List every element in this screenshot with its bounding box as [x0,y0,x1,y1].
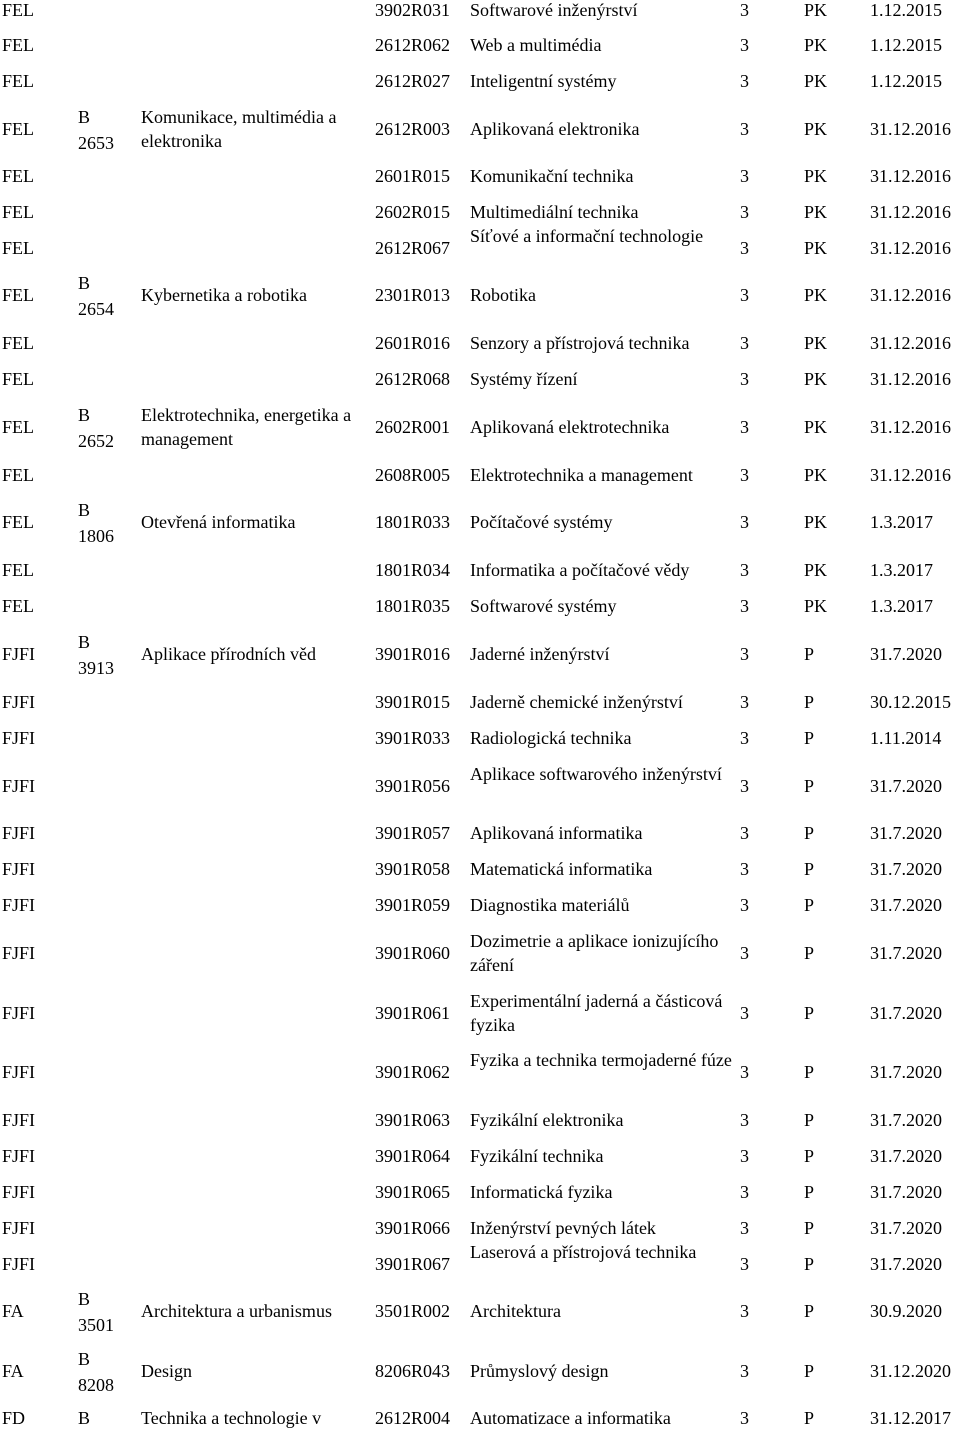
field-code-cell: 2612R004 [375,1408,451,1428]
faculty-cell: FEL [2,512,35,532]
field-code-cell: 2612R003 [375,119,451,139]
duration-cell: 3 [740,823,749,843]
field-code-cell: 3901R059 [375,895,451,915]
faculty-cell: FEL [2,369,35,389]
field-code-cell: 3901R057 [375,823,451,843]
study-form-cell: PK [804,417,828,437]
study-form-cell: P [804,895,815,915]
faculty-cell: FEL [2,166,35,186]
faculty-cell: FEL [2,285,35,305]
valid-until-cell: 31.12.2016 [870,333,951,353]
valid-until-cell: 31.12.2016 [870,465,951,485]
field-name-cell: Senzory a přístrojová technika [470,333,690,353]
faculty-cell: FEL [2,417,35,437]
valid-until-cell: 31.7.2020 [870,644,942,664]
field-code-cell: 2301R013 [375,285,451,305]
study-form-cell: PK [804,333,828,353]
study-form-cell: P [804,1301,815,1321]
field-code-cell: 3901R015 [375,692,451,712]
field-name-cell: Diagnostika materiálů [470,895,630,915]
study-form-cell: P [804,776,815,796]
field-code-cell: 1801R033 [375,512,451,532]
field-code-cell: 8206R043 [375,1361,451,1381]
faculty-cell: FEL [2,465,35,485]
degree-type-cell: B [78,1408,91,1428]
duration-cell: 3 [740,417,749,437]
duration-cell: 3 [740,119,749,139]
study-form-cell: PK [804,35,828,55]
valid-until-cell: 31.12.2017 [870,1408,951,1428]
study-form-cell: PK [804,285,828,305]
field-name-cell: Multimediální technika [470,202,639,222]
field-name-cell: Informatická fyzika [470,1182,613,1202]
duration-cell: 3 [740,465,749,485]
valid-until-cell: 31.7.2020 [870,1146,942,1166]
programme-name-cell: Aplikace přírodních věd [141,644,316,664]
field-code-cell: 3901R064 [375,1146,451,1166]
faculty-cell: FJFI [2,1062,36,1082]
field-name-cell: Softwarové systémy [470,596,617,616]
valid-until-cell: 31.7.2020 [870,1218,942,1238]
faculty-cell: FEL [2,333,35,353]
field-name-cell: Systémy řízení [470,369,578,389]
programme-code-cell: 3913 [78,658,114,678]
field-code-cell: 3901R065 [375,1182,451,1202]
valid-until-cell: 31.7.2020 [870,859,942,879]
degree-type-cell: B [78,107,91,127]
field-code-cell: 3901R063 [375,1110,451,1130]
programme-code-cell: 1806 [78,526,114,546]
valid-until-cell: 31.12.2016 [870,238,951,258]
field-name-cell: Dozimetrie a aplikace ionizujícího záření [470,931,719,975]
duration-cell: 3 [740,859,749,879]
valid-until-cell: 1.12.2015 [870,35,942,55]
study-form-cell: PK [804,238,828,258]
faculty-cell: FJFI [2,1254,36,1274]
valid-until-cell: 31.12.2016 [870,202,951,222]
degree-type-cell: B [78,273,91,293]
duration-cell: 3 [740,1110,749,1130]
field-name-cell: Experimentální jaderná a částicová fyzika [470,991,723,1035]
duration-cell: 3 [740,1003,749,1023]
field-code-cell: 3901R060 [375,943,451,963]
duration-cell: 3 [740,166,749,186]
faculty-cell: FEL [2,71,35,91]
faculty-cell: FD [2,1408,26,1428]
field-code-cell: 3901R058 [375,859,451,879]
valid-until-cell: 30.9.2020 [870,1301,942,1321]
field-code-cell: 2608R005 [375,465,451,485]
faculty-cell: FEL [2,560,35,580]
valid-until-cell: 31.7.2020 [870,1182,942,1202]
field-code-cell: 2601R015 [375,166,451,186]
faculty-cell: FEL [2,202,35,222]
duration-cell: 3 [740,71,749,91]
field-name-cell: Fyzikální technika [470,1146,604,1166]
programme-name-cell: Elektrotechnika, energetika a management [141,405,352,449]
field-name-cell: Web a multimédia [470,35,602,55]
field-name-cell: Aplikace softwarového inženýrství [470,764,722,784]
field-code-cell: 3901R056 [375,776,451,796]
faculty-cell: FJFI [2,692,36,712]
duration-cell: 3 [740,1301,749,1321]
valid-until-cell: 1.3.2017 [870,560,933,580]
study-form-cell: PK [804,166,828,186]
faculty-cell: FEL [2,596,35,616]
programme-name-cell: Architektura a urbanismus [141,1301,332,1321]
valid-until-cell: 31.7.2020 [870,1062,942,1082]
study-form-cell: P [804,692,815,712]
field-code-cell: 2602R015 [375,202,451,222]
degree-type-cell: B [78,1349,91,1369]
study-form-cell: P [804,1254,815,1274]
valid-until-cell: 1.12.2015 [870,0,942,20]
duration-cell: 3 [740,560,749,580]
field-code-cell: 3901R067 [375,1254,451,1274]
duration-cell: 3 [740,644,749,664]
field-name-cell: Inženýrství pevných látek [470,1218,656,1238]
valid-until-cell: 31.12.2016 [870,166,951,186]
faculty-cell: FJFI [2,943,36,963]
study-form-cell: P [804,1361,815,1381]
programme-name-cell: Design [141,1361,192,1381]
duration-cell: 3 [740,692,749,712]
valid-until-cell: 31.7.2020 [870,1110,942,1130]
faculty-cell: FEL [2,35,35,55]
valid-until-cell: 1.3.2017 [870,596,933,616]
faculty-cell: FJFI [2,1182,36,1202]
field-code-cell: 1801R035 [375,596,451,616]
programme-code-cell: 3501 [78,1315,114,1335]
field-code-cell: 2601R016 [375,333,451,353]
field-code-cell: 2612R062 [375,35,451,55]
study-form-cell: P [804,728,815,748]
faculty-cell: FJFI [2,1218,36,1238]
field-name-cell: Aplikovaná elektrotechnika [470,417,670,437]
field-name-cell: Informatika a počítačové vědy [470,560,690,580]
duration-cell: 3 [740,1218,749,1238]
faculty-cell: FJFI [2,1003,36,1023]
valid-until-cell: 31.7.2020 [870,1254,942,1274]
duration-cell: 3 [740,1146,749,1166]
field-name-cell: Síťové a informační technologie [470,226,704,246]
field-name-cell: Průmyslový design [470,1361,609,1381]
valid-until-cell: 31.12.2016 [870,119,951,139]
study-form-cell: P [804,644,815,664]
field-name-cell: Architektura [470,1301,561,1321]
field-name-cell: Automatizace a informatika [470,1408,671,1428]
valid-until-cell: 30.12.2015 [870,692,951,712]
valid-until-cell: 31.12.2016 [870,417,951,437]
field-name-cell: Inteligentní systémy [470,71,617,91]
valid-until-cell: 31.7.2020 [870,776,942,796]
valid-until-cell: 31.12.2016 [870,285,951,305]
faculty-cell: FEL [2,0,35,20]
valid-until-cell: 31.12.2016 [870,369,951,389]
programme-name-cell: Kybernetika a robotika [141,285,307,305]
study-form-cell: P [804,943,815,963]
study-form-cell: PK [804,71,828,91]
faculty-cell: FJFI [2,1110,36,1130]
field-name-cell: Radiologická technika [470,728,632,748]
field-name-cell: Jaderné inženýrství [470,644,610,664]
study-form-cell: P [804,823,815,843]
study-form-cell: P [804,1110,815,1130]
study-form-cell: PK [804,202,828,222]
degree-type-cell: B [78,1289,91,1309]
field-code-cell: 2612R068 [375,369,451,389]
duration-cell: 3 [740,285,749,305]
programme-code-cell: 2652 [78,431,114,451]
faculty-cell: FA [2,1361,24,1381]
field-name-cell: Softwarové inženýrství [470,0,638,20]
programme-name-cell: Komunikace, multimédia a elektronika [141,107,337,151]
duration-cell: 3 [740,1254,749,1274]
field-name-cell: Fyzika a technika termojaderné fúze [470,1050,732,1070]
field-code-cell: 3901R062 [375,1062,451,1082]
study-form-cell: PK [804,369,828,389]
study-form-cell: PK [804,560,828,580]
field-code-cell: 3901R033 [375,728,451,748]
valid-until-cell: 31.7.2020 [870,823,942,843]
duration-cell: 3 [740,1361,749,1381]
duration-cell: 3 [740,596,749,616]
field-code-cell: 3901R066 [375,1218,451,1238]
degree-type-cell: B [78,632,91,652]
valid-until-cell: 1.3.2017 [870,512,933,532]
study-form-cell: PK [804,465,828,485]
study-form-cell: P [804,1408,815,1428]
faculty-cell: FA [2,1301,24,1321]
programme-code-cell: 2654 [78,299,114,319]
valid-until-cell: 31.7.2020 [870,1003,942,1023]
faculty-cell: FJFI [2,895,36,915]
programme-code-cell: 8208 [78,1375,114,1395]
valid-until-cell: 1.12.2015 [870,71,942,91]
duration-cell: 3 [740,1182,749,1202]
programme-code-cell: 2653 [78,133,114,153]
faculty-cell: FEL [2,119,35,139]
faculty-cell: FJFI [2,859,36,879]
valid-until-cell: 31.7.2020 [870,895,942,915]
duration-cell: 3 [740,943,749,963]
faculty-cell: FEL [2,238,35,258]
faculty-cell: FJFI [2,823,36,843]
study-form-cell: P [804,1146,815,1166]
study-form-cell: PK [804,0,828,20]
programme-name-cell: Otevřená informatika [141,512,296,532]
study-form-cell: P [804,1062,815,1082]
faculty-cell: FJFI [2,776,36,796]
study-form-cell: PK [804,596,828,616]
duration-cell: 3 [740,238,749,258]
field-code-cell: 2612R027 [375,71,451,91]
faculty-cell: FJFI [2,1146,36,1166]
study-form-cell: P [804,1218,815,1238]
valid-until-cell: 1.11.2014 [870,728,942,748]
field-name-cell: Komunikační technika [470,166,634,186]
field-name-cell: Fyzikální elektronika [470,1110,624,1130]
field-name-cell: Jaderně chemické inženýrství [470,692,683,712]
field-code-cell: 3901R016 [375,644,451,664]
field-name-cell: Robotika [470,285,536,305]
degree-type-cell: B [78,500,91,520]
duration-cell: 3 [740,776,749,796]
field-code-cell: 1801R034 [375,560,451,580]
field-name-cell: Aplikovaná informatika [470,823,643,843]
field-name-cell: Počítačové systémy [470,512,613,532]
study-form-cell: PK [804,119,828,139]
duration-cell: 3 [740,202,749,222]
duration-cell: 3 [740,333,749,353]
duration-cell: 3 [740,1408,749,1428]
duration-cell: 3 [740,0,749,20]
valid-until-cell: 31.12.2020 [870,1361,951,1381]
study-form-cell: PK [804,512,828,532]
field-name-cell: Laserová a přístrojová technika [470,1242,697,1262]
field-code-cell: 3501R002 [375,1301,451,1321]
field-code-cell: 2602R001 [375,417,451,437]
field-name-cell: Matematická informatika [470,859,653,879]
field-name-cell: Elektrotechnika a management [470,465,693,485]
duration-cell: 3 [740,35,749,55]
faculty-cell: FJFI [2,644,36,664]
duration-cell: 3 [740,728,749,748]
duration-cell: 3 [740,895,749,915]
duration-cell: 3 [740,1062,749,1082]
duration-cell: 3 [740,369,749,389]
valid-until-cell: 31.7.2020 [870,943,942,963]
duration-cell: 3 [740,512,749,532]
field-code-cell: 3902R031 [375,0,451,20]
field-name-cell: Aplikovaná elektronika [470,119,640,139]
study-form-cell: P [804,859,815,879]
field-code-cell: 2612R067 [375,238,451,258]
programme-name-cell: Technika a technologie v [141,1408,322,1428]
faculty-cell: FJFI [2,728,36,748]
study-form-cell: P [804,1182,815,1202]
study-form-cell: P [804,1003,815,1023]
field-code-cell: 3901R061 [375,1003,451,1023]
degree-type-cell: B [78,405,91,425]
